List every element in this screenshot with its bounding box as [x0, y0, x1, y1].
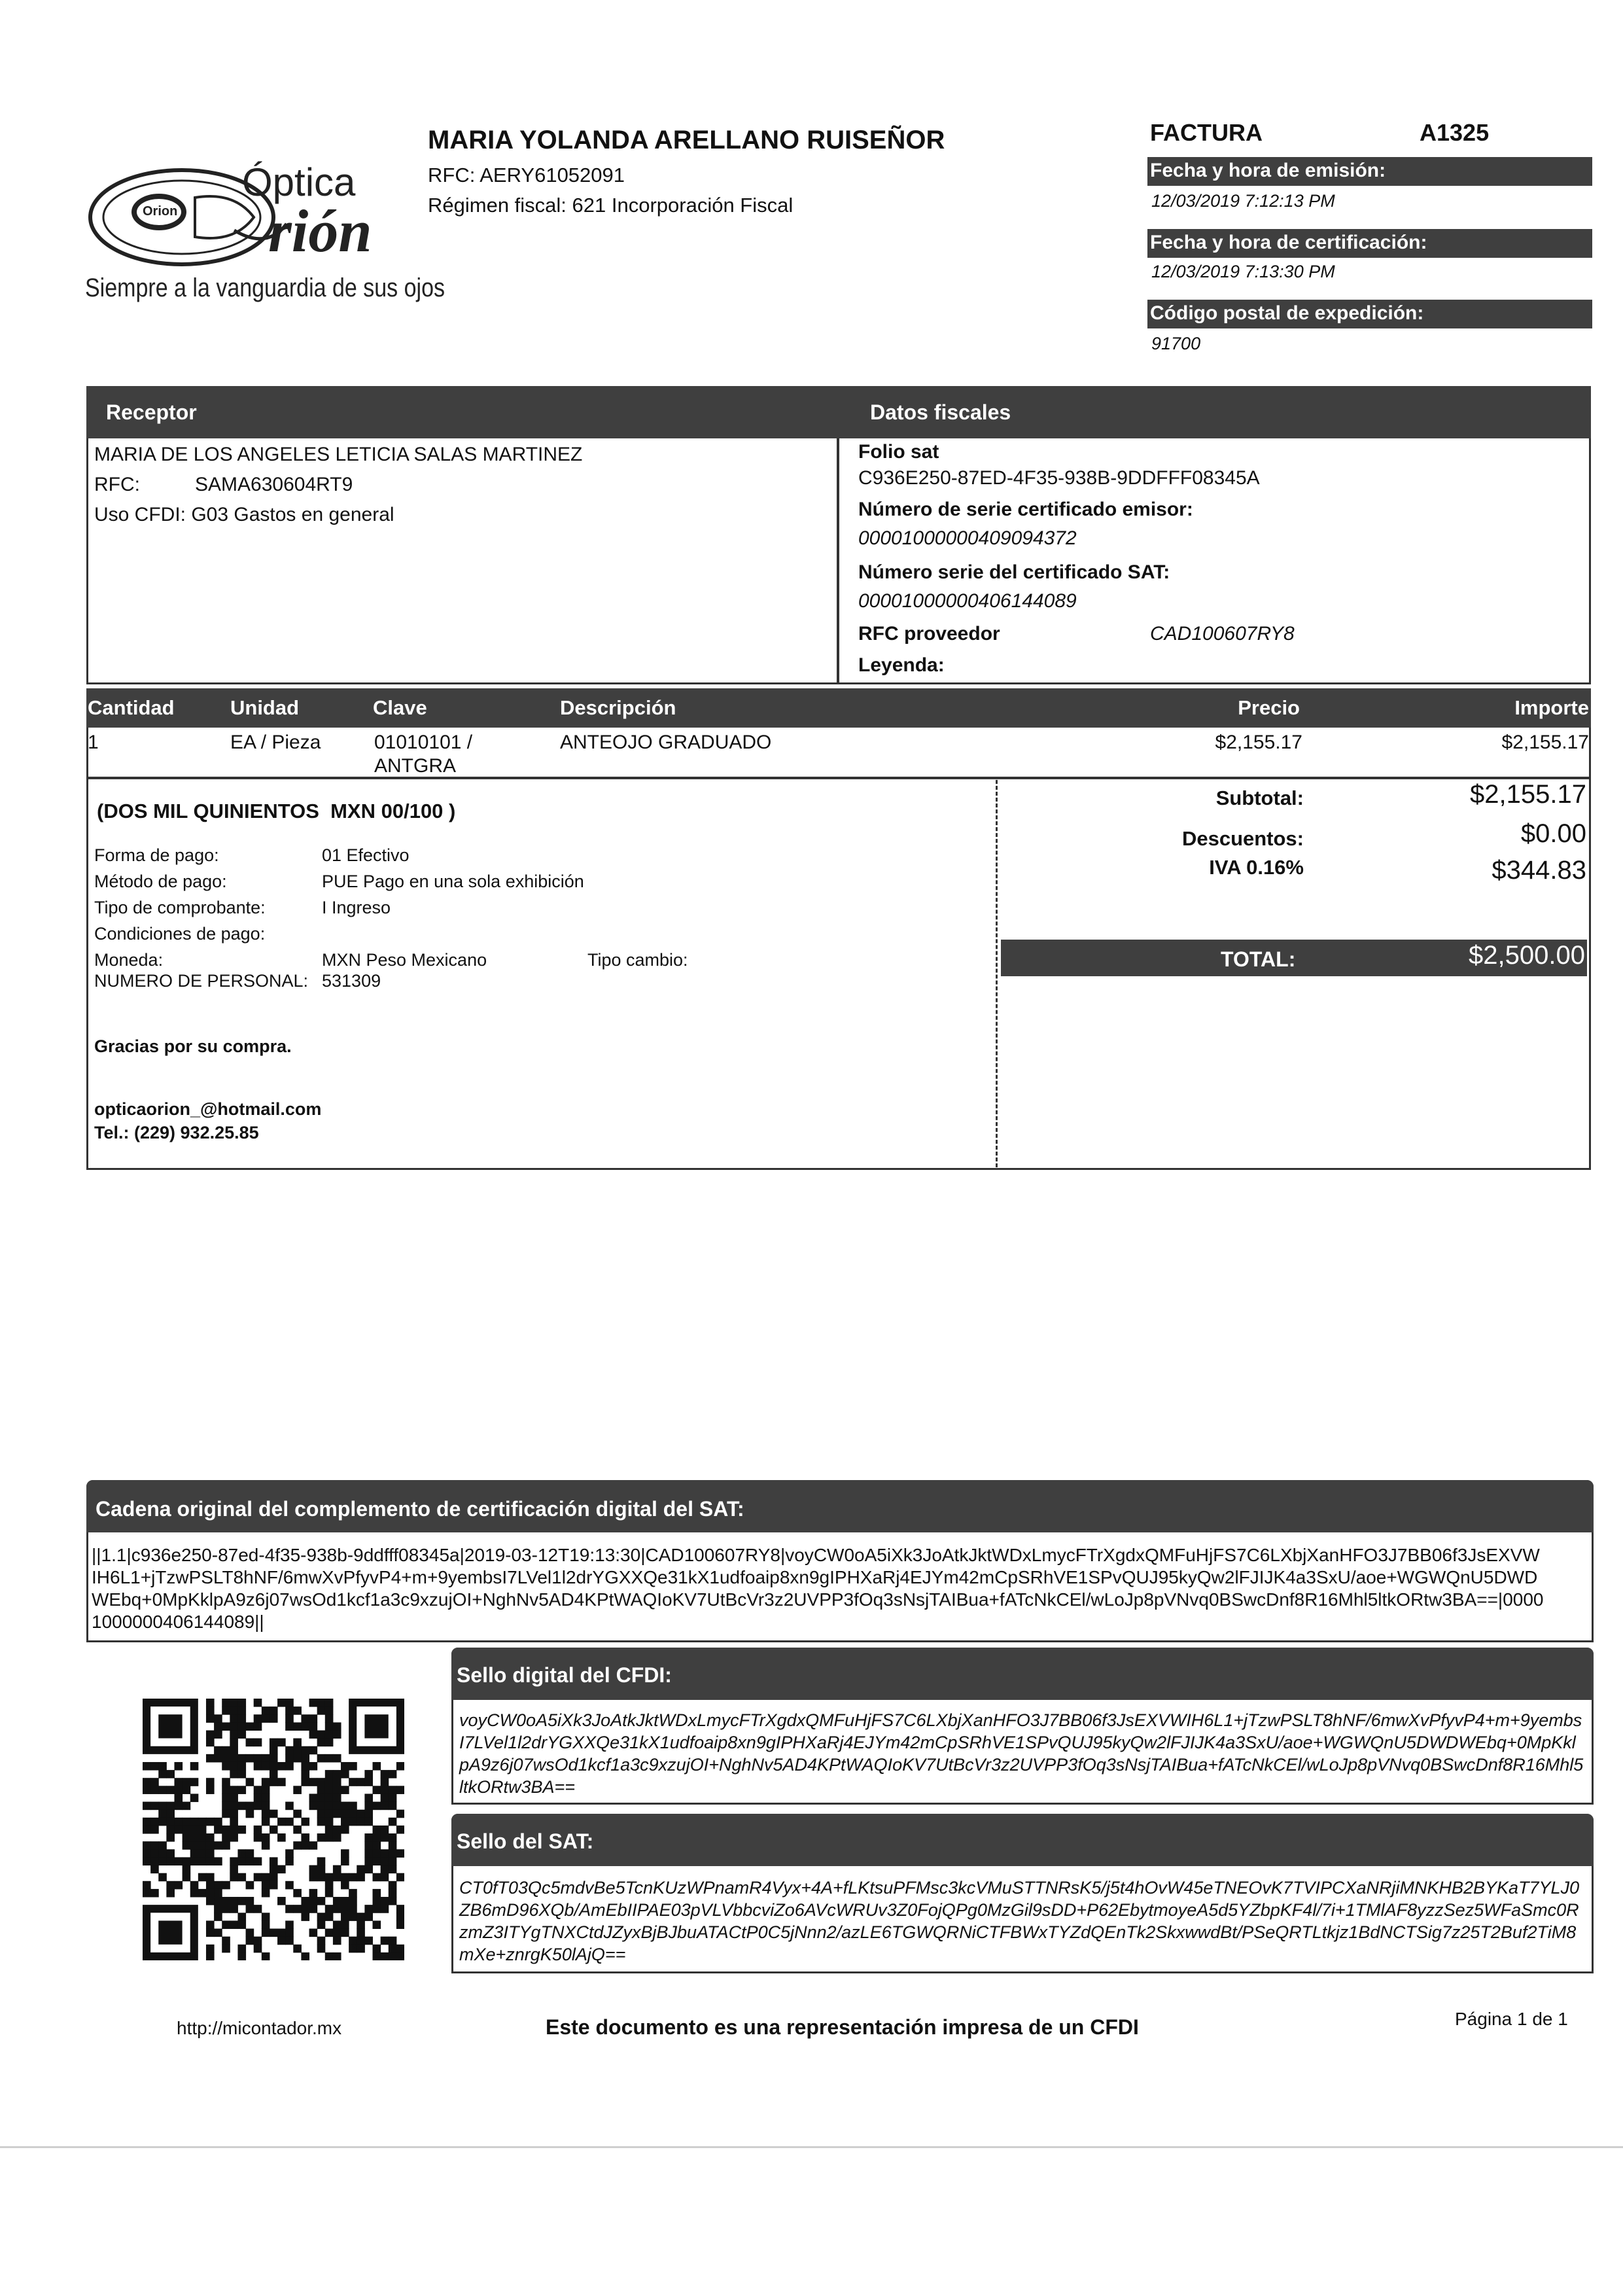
- row-importe: $2,155.17: [1501, 732, 1589, 753]
- qr-code: [143, 1699, 404, 1960]
- issuer-regimen: Régimen fiscal: 621 Incorporación Fiscal: [428, 194, 794, 217]
- cert-date-value: 12/03/2019 7:13:30 PM: [1151, 262, 1335, 281]
- rfc-proveedor-label: RFC proveedor: [858, 623, 1000, 645]
- issue-date-value: 12/03/2019 7:12:13 PM: [1151, 191, 1335, 211]
- sello-sat-text: CT0fT03Qc5mdvBe5TcnKUzWPnamR4Vyx+4A+fLKtsuPFMsc3kcVMuSTTNRsK5/j5t4hOvW45eTNEOvK7TVIPCXaNRjiMNKHB2BYKaT7YLJ0ZB6mD96XQb/AmEbIIPAE03pVLVbbcviZo6AVcWRUv3Z0FojQPg0MzGil9sDD+P62EbytmoyeA5d5YZbpKF4l/7i+1TMlAF8yzzSez5WFaSmc0RzmZ3ITYgTNXCtdJZyxBjBJbuATACtP0C5jNnn2/azLE6TGWQRNiCTFBWxTYZdQEnTk2SkxwwdBt/PSeQRTLtkjz1BdNCTSig7z25T2Buf2TiM8mXe+znrgK50lAjQ==: [459, 1878, 1580, 1964]
- serie-sat-value: 00001000000406144089: [858, 590, 1077, 612]
- tipo-cambio-label: Tipo cambio:: [587, 950, 688, 970]
- scan-edge-divider: [0, 2146, 1623, 2148]
- postal-code-label: Código postal de expedición:: [1147, 300, 1592, 328]
- subtotal-value: $2,155.17: [1470, 780, 1586, 809]
- rfc-proveedor-value: CAD100607RY8: [1150, 623, 1295, 645]
- personal-value: 531309: [322, 971, 381, 991]
- tipo-comprobante-label: Tipo de comprobante:: [94, 898, 266, 917]
- footer-note: Este documento es una representación impresa de un CFDI: [546, 2015, 1139, 2039]
- serie-sat-label: Número serie del certificado SAT:: [858, 561, 1170, 583]
- sello-cfdi-text: voyCW0oA5iXk3JoAtkJktWDxLmycFTrXgdxQMFuHjFS7C6LXbjXanHFO3J7BB06f3JsEXVWIH6L1+jTzwPSLT8hNF/6mwXvPfyvP4+m+9yembsI7LVel1l2drYGXXQe31kX1udfoaip8xn9gIPHXaRj4EJYm42mCpSRhVE1SPvQUJ95kyQw2lFJIJK4a3SxU/aoe+WGWQnU5DWDWEbq+0MpKklpA9z6j07wsOd1kcf1a3c9xzujOI+NghNv5AD4KPtWAQIoKV7UtBcVr3z2UVPP3fOq3sNsjTAIBua+fATcNkCEl/wLoJp8pVNvq0BSwcDnf8R16Mhl5ltkORtw3BA==: [459, 1710, 1584, 1797]
- fiscal-header: Datos fiscales: [837, 386, 1591, 438]
- moneda-label: Moneda:: [94, 950, 164, 970]
- issuer-name: MARIA YOLANDA ARELLANO RUISEÑOR: [428, 126, 945, 154]
- total-value: $2,500.00: [1469, 941, 1585, 970]
- row-descripcion: ANTEOJO GRADUADO: [560, 732, 772, 753]
- metodo-pago-value: PUE Pago en una sola exhibición: [322, 872, 584, 891]
- row-precio: $2,155.17: [1215, 732, 1302, 753]
- serie-emisor-label: Número de serie certificado emisor:: [858, 499, 1193, 520]
- receptor-rfc-label: RFC:: [94, 474, 140, 495]
- col-importe: Importe: [1514, 696, 1589, 719]
- issue-date-label: Fecha y hora de emisión:: [1147, 157, 1592, 186]
- qr-code-graphic: [143, 1699, 404, 1960]
- company-slogan: Siempre a la vanguardia de sus ojos: [85, 274, 445, 302]
- col-unidad: Unidad: [230, 696, 300, 719]
- row-clave-line1: 01010101 /: [374, 732, 473, 753]
- serie-emisor-value: 00001000000409094372: [858, 527, 1077, 549]
- col-descripcion: Descripción: [560, 696, 676, 719]
- col-precio: Precio: [1238, 696, 1300, 719]
- cadena-text: ||1.1|c936e250-87ed-4f35-938b-9ddfff08345a|2019-03-12T19:13:30|CAD100607RY8|voyCW0oA5iXk3JoAtkJktWDxLmycFTrXgdxQMFuHjFS7C6LXbjXanHFO3J7BB06f3JsEXVWIH6L1+jTzwPSLT8hNF/6mwXvPfyvP4+m+9yembsI7LVel1l2drYGXXQe31kX1udfoaip8xn9gIPHXaRj4EJYm42mCpSRhVE1SPvQUJ95kyQw2lFJIJK4a3SxU/aoe+WGWQnU5DWDWEbq+0MpKklpA9z6j07wsOd1kcf1a3c9xzujOI+NghNv5AD4KPtWAQIoKV7UtBcVr3z2UVPP3fOq3sNsjTAIBua+fATcNkCEl/wLoJp8pVNvq0BSwcDnf8R16Mhl5ltkORtw3BA==|00001000000406144089||: [92, 1545, 1544, 1632]
- logo-word-bottom: rión: [268, 198, 372, 264]
- col-cantidad: Cantidad: [88, 696, 175, 719]
- cert-date-label: Fecha y hora de certificación:: [1147, 229, 1592, 258]
- col-clave: Clave: [373, 696, 427, 719]
- row-clave-line2: ANTGRA: [374, 755, 457, 777]
- sello-sat-header: Sello del SAT:: [451, 1814, 1594, 1866]
- receptor-uso-cfdi: Uso CFDI: G03 Gastos en general: [94, 504, 394, 525]
- invoice-type: FACTURA: [1150, 119, 1263, 146]
- logo-badge: Orion: [143, 204, 178, 219]
- row-cantidad: 1: [88, 732, 99, 753]
- condiciones-pago-label: Condiciones de pago:: [94, 924, 266, 944]
- personal-label: NUMERO DE PERSONAL:: [94, 971, 309, 991]
- leyenda-label: Leyenda:: [858, 654, 945, 676]
- logo-word-top: Óptica: [242, 160, 356, 204]
- footer-url[interactable]: http://micontador.mx: [177, 2018, 342, 2038]
- postal-code-value: 91700: [1151, 334, 1201, 353]
- footer-page: Página 1 de 1: [1455, 2009, 1568, 2029]
- folio-sat-label: Folio sat: [858, 441, 939, 463]
- receptor-header: Receptor: [86, 386, 839, 438]
- subtotal-label: Subtotal:: [1215, 786, 1304, 809]
- dashed-divider: [996, 780, 998, 1167]
- folio-sat-value: C936E250-87ED-4F35-938B-9DDFFF08345A: [858, 467, 1260, 489]
- issuer-rfc: RFC: AERY61052091: [428, 164, 625, 186]
- forma-pago-label: Forma de pago:: [94, 845, 219, 865]
- amount-in-words: (DOS MIL QUINIENTOS MXN 00/100 ): [97, 800, 456, 822]
- descuentos-value: $0.00: [1520, 819, 1586, 848]
- tipo-comprobante-value: I Ingreso: [322, 898, 391, 917]
- items-header-row: [86, 688, 1591, 728]
- forma-pago-value: 01 Efectivo: [322, 845, 410, 865]
- contact-email: opticaorion_@hotmail.com: [94, 1099, 322, 1119]
- receptor-name: MARIA DE LOS ANGELES LETICIA SALAS MARTINEZ: [94, 444, 583, 465]
- iva-value: $344.83: [1492, 856, 1586, 885]
- descuentos-label: Descuentos:: [1181, 827, 1304, 850]
- receptor-rfc-value: SAMA630604RT9: [195, 474, 353, 495]
- moneda-value: MXN Peso Mexicano: [322, 950, 487, 970]
- total-label: TOTAL:: [1221, 947, 1296, 971]
- thanks-message: Gracias por su compra.: [94, 1036, 292, 1056]
- invoice-number: A1325: [1420, 119, 1490, 146]
- cadena-header: Cadena original del complemento de certificación digital del SAT:: [86, 1480, 1594, 1532]
- iva-label: IVA 0.16%: [1209, 856, 1304, 879]
- sello-cfdi-header: Sello digital del CFDI:: [451, 1648, 1594, 1700]
- contact-phone: Tel.: (229) 932.25.85: [94, 1123, 259, 1142]
- row-unidad: EA / Pieza: [230, 732, 321, 753]
- metodo-pago-label: Método de pago:: [94, 872, 227, 891]
